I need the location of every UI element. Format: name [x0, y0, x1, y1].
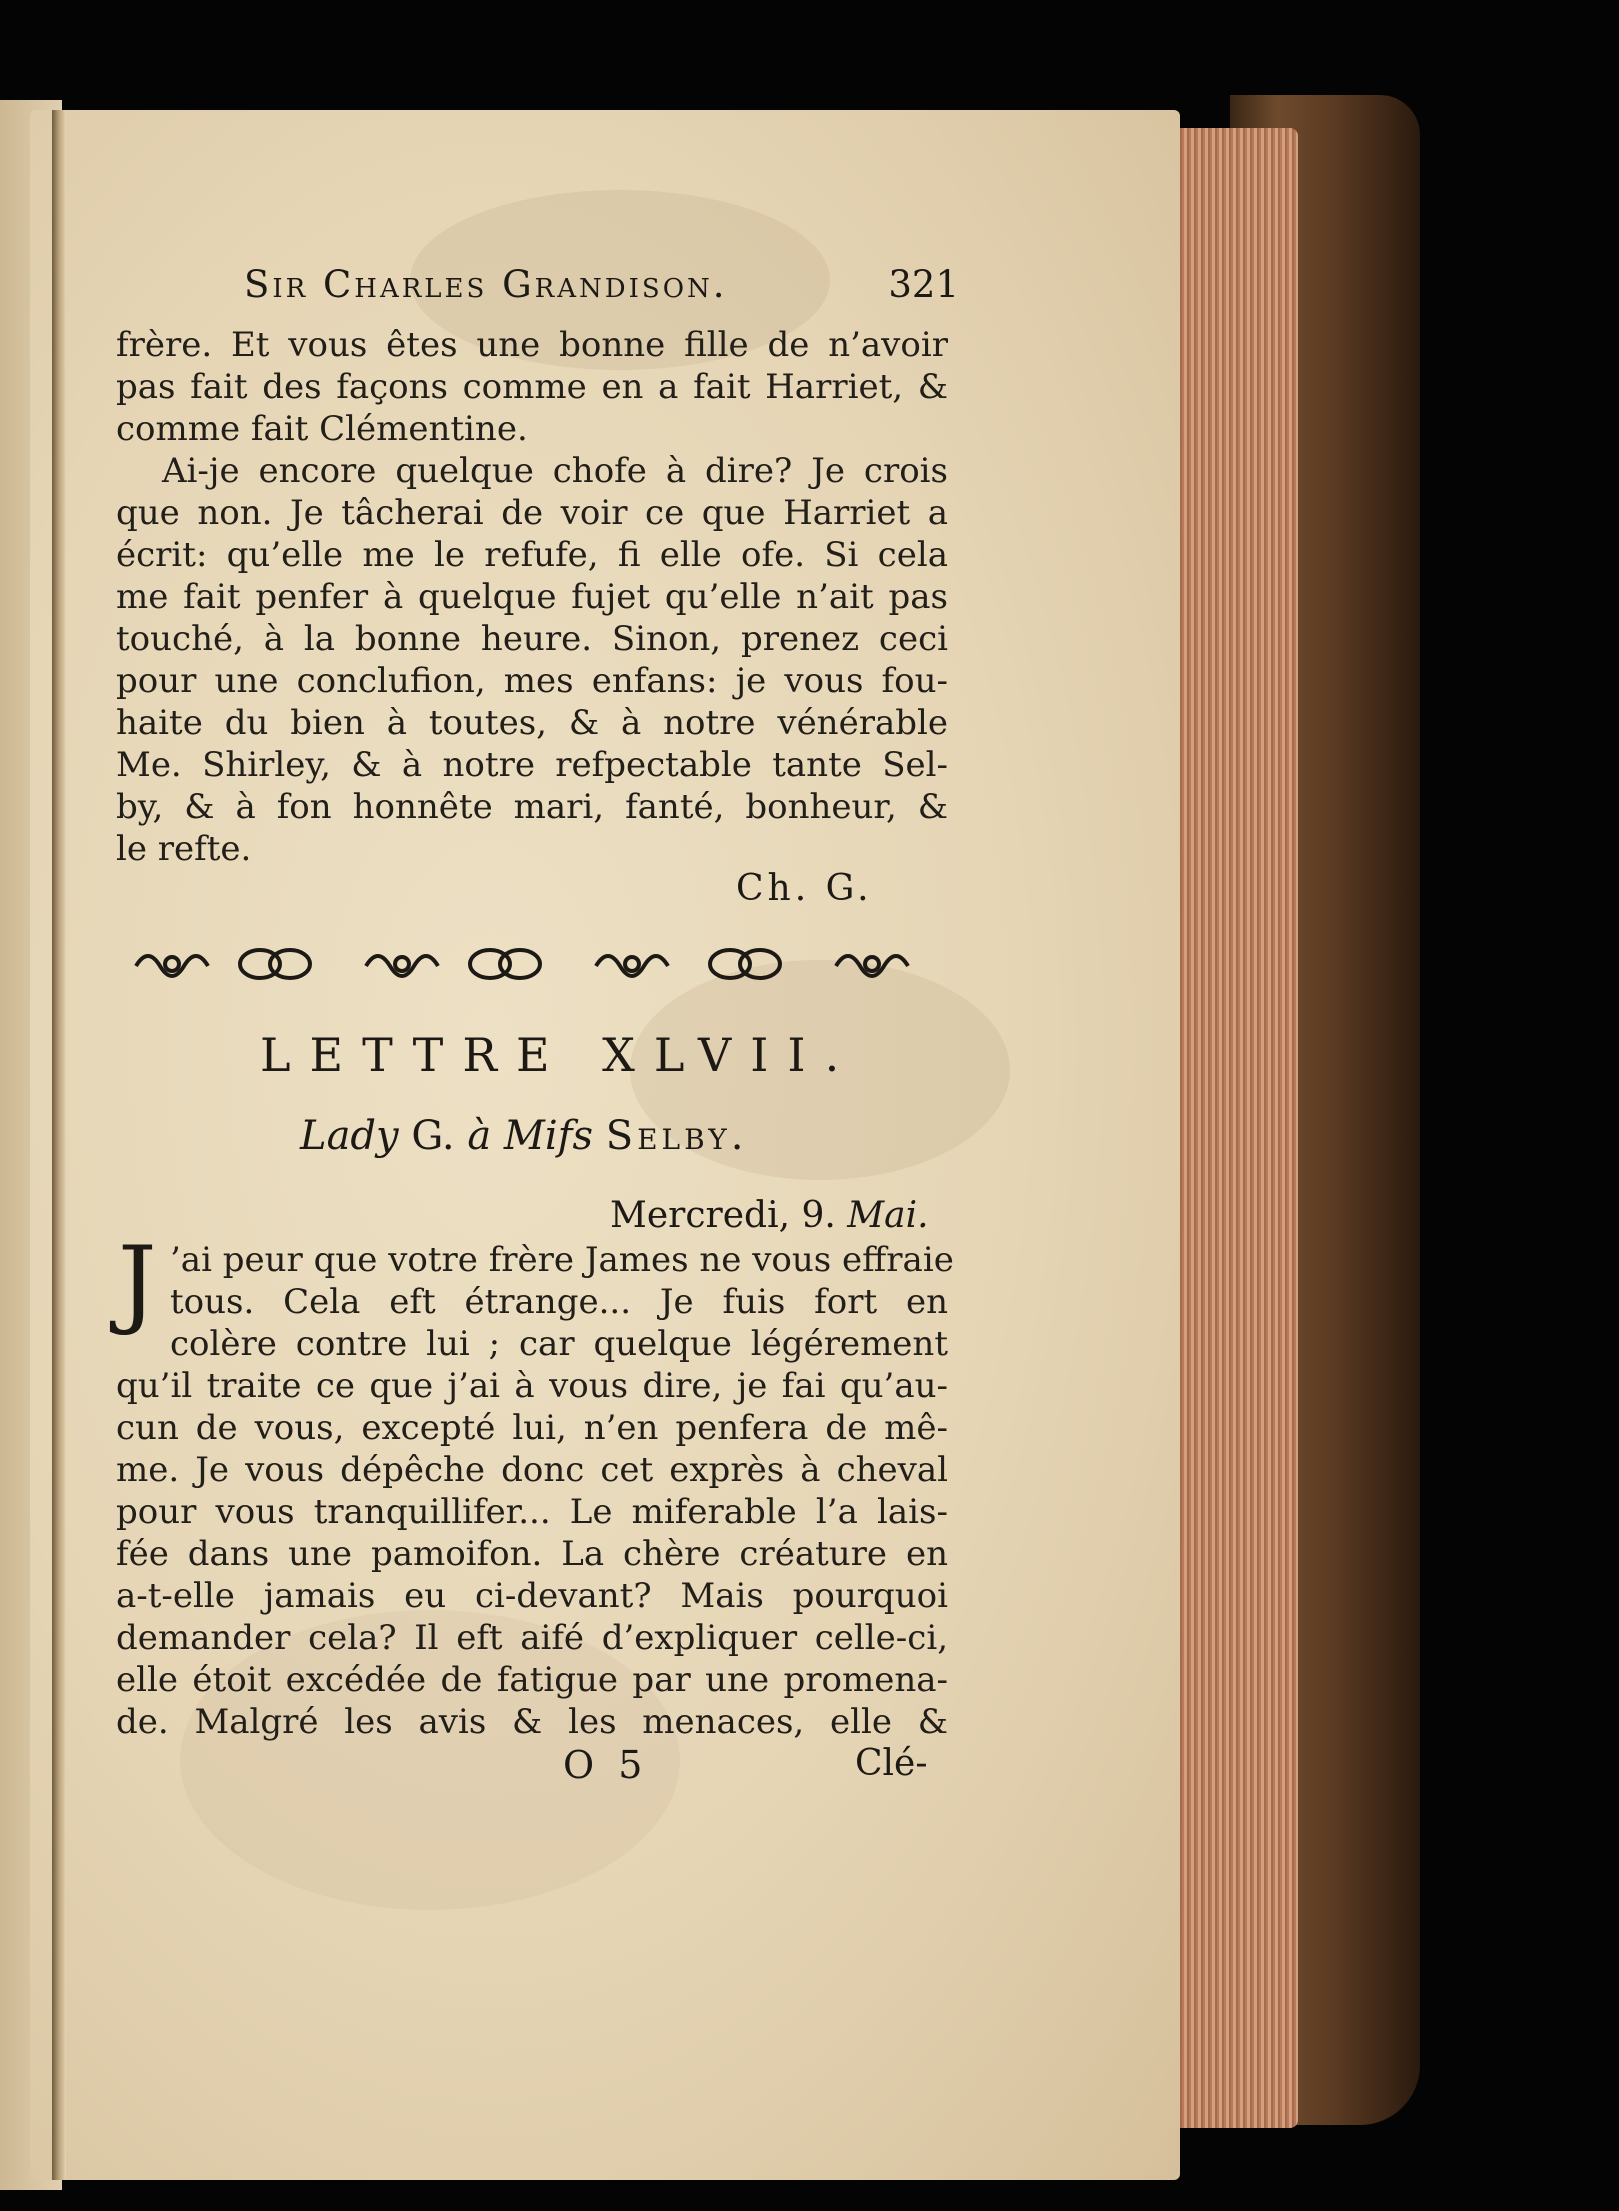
- text-line: Me. Shirley, & à notre refpectable tante Sel-: [116, 745, 948, 785]
- dateline: [610, 1195, 929, 1236]
- letter-title: LETTRE XLVII.: [260, 1028, 859, 1082]
- text-line: écrit: qu’elle me le refufe, fi elle ofe. Si cela: [116, 535, 948, 575]
- ornament-scroll: [366, 956, 438, 976]
- text-line: haite du bien à toutes, & à notre vénérable: [116, 703, 948, 743]
- text-line: by, & à fon honnête mari, fanté, bonheur, &: [116, 787, 948, 827]
- salutation-miss: Mifs: [503, 1113, 593, 1159]
- signature: Ch. G.: [736, 868, 873, 909]
- text-line: Ai-je encore quelque chofe à dire? Je crois: [162, 451, 948, 491]
- catchword: Clé-: [855, 1743, 928, 1784]
- text-line: cun de vous, excepté lui, n’en penfera de mê-: [116, 1408, 948, 1448]
- ornament-scroll: [836, 956, 908, 976]
- ornament-link: [470, 950, 540, 978]
- signature-mark: O 5: [563, 1743, 649, 1787]
- salutation-preposition: à: [467, 1113, 492, 1159]
- dateline-month: Mai.: [847, 1195, 929, 1236]
- page-edges: [1168, 128, 1298, 2128]
- text-line: elle étoit excédée de fatigue par une promena-: [116, 1660, 948, 1700]
- ornament-border: [128, 940, 950, 988]
- text-line: colère contre lui ; car quelque légérement: [170, 1324, 948, 1364]
- text-line: me. Je vous dépêche donc cet exprès à cheval: [116, 1450, 948, 1490]
- text-line: ’ai peur que votre frère James ne vous effraie: [170, 1240, 954, 1280]
- salutation-recipient: Selby.: [605, 1113, 748, 1159]
- text-line: pas fait des façons comme en a fait Harriet, &: [116, 367, 948, 407]
- text-line: le refte.: [116, 829, 252, 869]
- page-number: 321: [888, 263, 959, 306]
- salutation: [300, 1113, 747, 1159]
- ornament-link: [710, 950, 780, 978]
- drop-cap: J: [118, 1226, 157, 1338]
- page-header: [244, 263, 959, 307]
- text-line: tous. Cela eft étrange... Je fuis fort en: [170, 1282, 948, 1322]
- text-line: fée dans une pamoifon. La chère créature en: [116, 1534, 948, 1574]
- text-line: de. Malgré les avis & les menaces, elle &: [116, 1702, 948, 1742]
- running-head: Sir Charles Grandison.: [244, 263, 728, 306]
- text-line: pour vous tranquillifer... Le miferable l’a lais-: [116, 1492, 948, 1532]
- text-line: frère. Et vous êtes une bonne fille de n’avoir: [116, 325, 948, 365]
- page-gutter: [52, 110, 66, 2180]
- text-line: pour une conclufion, mes enfans: je vous fou-: [116, 661, 948, 701]
- ornament-link: [240, 950, 310, 978]
- text-line: que non. Je tâcherai de voir ce que Harriet a: [116, 493, 948, 533]
- text-line: touché, à la bonne heure. Sinon, prenez ceci: [116, 619, 948, 659]
- text-line: me fait penfer à quelque fujet qu’elle n’ait pas: [116, 577, 948, 617]
- text-line: qu’il traite ce que j’ai à vous dire, je fai qu’au-: [116, 1366, 948, 1406]
- text-line: a-t-elle jamais eu ci-devant? Mais pourquoi: [116, 1576, 948, 1616]
- ornament-scroll: [596, 956, 668, 976]
- salutation-lady: Lady: [300, 1113, 399, 1159]
- dateline-day: Mercredi, 9.: [610, 1195, 836, 1236]
- text-line: demander cela? Il eft aifé d’expliquer celle-ci,: [116, 1618, 948, 1658]
- salutation-initial: G.: [411, 1113, 455, 1159]
- ornament-scroll: [136, 956, 208, 976]
- text-line: comme fait Clémentine.: [116, 409, 528, 449]
